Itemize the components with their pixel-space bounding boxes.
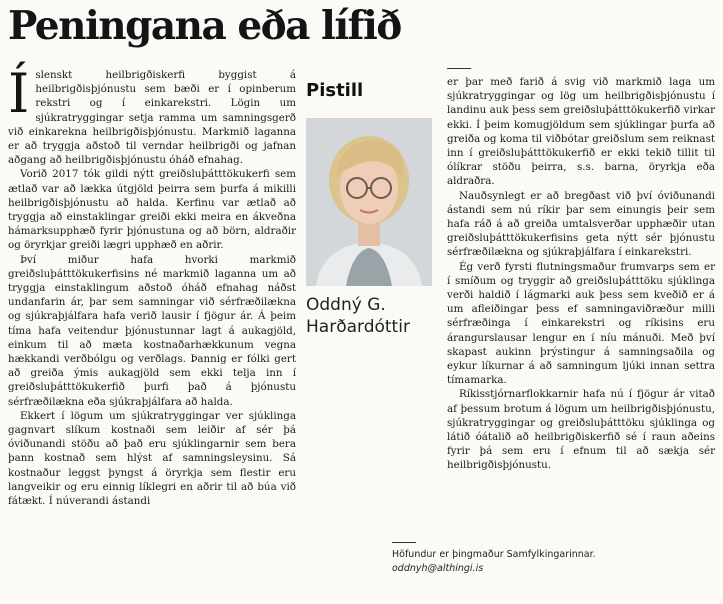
author-last-name: Harðardóttir [306, 317, 410, 337]
paragraph-text: slenskt heilbrigðiskerfi byggist á heilbrigðisþjónustu sem bæði er í opinberum rekstri og í einkarekstri. Lögin um sjúkratryggingar setja ramma um samningsgerð við einkarekna heilbrigðisþjónustu. Markmið laganna er að tryggja aðstoð til verndar heilbrigði og jafnan aðgang að heilbrigðisþjónustu óháð efnahag. [8, 69, 296, 167]
article-column-3 [447, 68, 715, 473]
paragraph [8, 62, 296, 167]
author-portrait-icon [306, 118, 432, 286]
drop-cap: Í [8, 62, 30, 125]
article-column-1 [8, 62, 296, 508]
paragraph: er þar með farið á svig við markmið laga um sjúkratryggingar og lög um heilbrigðisþjónustu í landinu auk þess sem greiðsluþátttökukerfið virkar ekki. Í þeim komugjöldum sem sjúklingar þurfa að greiða og koma til viðbótar greiðslum sem reiknast inn í greiðsluþátttökukerfið er ekki tekið tillit til ólíkrar stöðu þeirra, s.s. barna, öryrkja eða aldraðra. [447, 76, 715, 188]
author-box [306, 68, 436, 338]
column-divider [447, 68, 471, 69]
author-email[interactable]: oddnyh@althingi.is [392, 563, 484, 574]
article-footer [392, 542, 712, 576]
author-photo [306, 118, 432, 286]
article-title: Peningana eða lífið [8, 3, 401, 49]
paragraph: Ríkisstjórnarflokkarnir hafa nú í fjögur ár vitað af þessum brotum á lögum um heilbrigðisþjónustu, sjúkratryggingar og greiðsluþátttöku sjúklinga og látið óátalið að heilbrigðiskerfið sé í raun aðeins fyrir þá sem eru í efnum til að sækja sér heilbrigðisþjónustu. [447, 388, 715, 472]
paragraph: Vorið 2017 tók gildi nýtt greiðsluþátttökukerfi sem ætlað var að lækka útgjöld þeirra sem þurfa á mikilli heilbrigðisþjónustu að halda. Kerfinu var ætlað að tryggja að einstaklingar greiði ekki meira en ákveðna hámarksupphæð fyrir þjónustuna og að börn, aldraðir og öryrkjar greiði lægri upphæð en aðrir. [8, 168, 296, 252]
paragraph: Ekkert í lögum um sjúkratryggingar ver sjúklinga gagnvart slíkum kostnaði sem leiðir af sér þá óviðunandi stöðu að það eru sjúklingarnir sem bera þann kostnað sem hlýst af samningsleysinu. Sá kostnaður leggst þyngst á öryrkja sem flestir eru langveikir og eru einnig líklegri en aðrir til að búa við fátækt. Í núverandi ástandi [8, 409, 296, 508]
footer-divider [392, 542, 416, 543]
author-note: Höfundur er þingmaður Samfylkingarinnar. [392, 549, 596, 560]
paragraph: Nauðsynlegt er að bregðast við því óviðunandi ástandi sem nú ríkir þar sem einungis þeir sem hafa ráð á að greiða umtalsverðar upphæðir utan greiðsluþátttökukerfisins geta nýtt sér þjónustu sérfræðilækna og sjúkraþjálfara í einkarekstri. [447, 189, 715, 259]
paragraph: Því miður hafa hvorki markmið greiðsluþátttökukerfisins né markmið laganna um að tryggja einstaklingum aðstoð óháð efnahag náðst undanfarin ár, þar sem samningar við sérfræðilækna og sjúkraþjálfara hafa verið lausir í fjögur ár. Á þeim tíma hafa veitendur þjónustunnar lagt á aukagjöld, einkum til að mæta kostnaðarhækkunum vegna hækkandi verðbólgu og verðlags. Þannig er fólki gert að greiða ýmis aukagjöld sem ekki telja inn í greiðsluþátttökukerfið þurfi það á þjónustu sérfræðilækna eða sjúkraþjálfara að halda. [8, 253, 296, 408]
author-first-name: Oddný G. [306, 295, 386, 315]
column-label: Pistill [306, 80, 364, 101]
paragraph: Ég verð fyrsti flutningsmaður frumvarps sem er í smíðum og tryggir að greiðsluþátttöku sjúklinga verði haldið í lágmarki auk þess sem kveðið er á um afleiðingar þess ef samningaviðræður milli sérfræðinga í einkarekstri og ríkisins eru árangurslausar lengur en í níu mánuði. Með því skapast aukinn þrýstingur á samningsaðila og eykur líkurnar á að samningum ljúki innan settra tímamarka. [447, 260, 715, 387]
author-name [306, 294, 436, 338]
